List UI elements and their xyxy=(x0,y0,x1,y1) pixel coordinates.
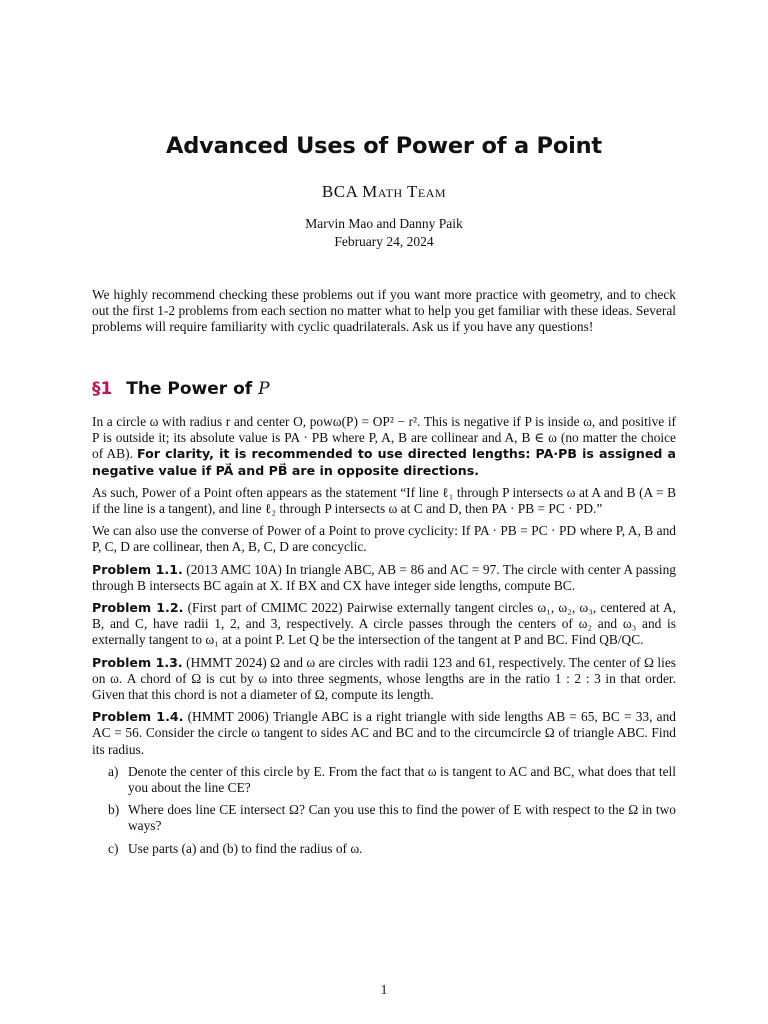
problem-label: Problem 1.3. xyxy=(92,654,183,670)
intro-text: We highly recommend checking these problems out if you want more practice with geometry, and to check out the first 1-2 problems from each section no matter what to help you get familiar with these ideas. Several problems will require familiarity with cyclic quadrilaterals. Ask us if you have any questions! xyxy=(92,287,676,335)
page-number: 1 xyxy=(380,982,388,997)
problem-1-1 xyxy=(92,562,676,594)
problem-text: (2013 AMC 10A) In triangle ABC, AB = 86 and AC = 97. The circle with center A passing through B intersects BC again at X. If BX and CX have integer side lengths, compute BC. xyxy=(92,561,676,593)
problem-text: (First part of CMIMC 2022) Pairwise externally tangent circles ω₁, ω₂, ω₃, centered at A, B, and C, have radii 1, 2, and 3, respectively. A circle passes through the centers of ω₂ and ω₃ and is externally tangent to ω₁ at a point P. Let Q be the intersection of the tangent at P and BC. Find QB/QC. xyxy=(92,600,676,648)
team-name: BCA Math Team xyxy=(321,182,447,201)
problem-label: Problem 1.2. xyxy=(92,600,184,616)
problem-text: (HMMT 2024) Ω and ω are circles with radii 123 and 61, respectively. The center of Ω lies on ω. A chord of Ω is cut by ω into three segments, whose lengths are in the ratio 1 : 2 : 3 in that order. Given that this chord is not a diameter of Ω, compute its length. xyxy=(92,654,676,703)
section-title: The Power of xyxy=(126,379,253,399)
subitem-text: Where does line CE intersect Ω? Can you use this to find the power of E with respect to the Ω in two ways? xyxy=(128,802,676,834)
subitem-label: a) xyxy=(108,763,119,779)
problem-label: Problem 1.4. xyxy=(92,709,184,725)
paragraph-definition-text: In a circle ω with radius r and center O, powω(P) = OP² − r². This is negative if P is inside ω, and positive if P is outside it; its absolute value is PA · PB where P, A, B are collinear and A, B ∈ ω (no matter the choice of AB). xyxy=(92,414,676,462)
section-number: §1 xyxy=(92,379,113,399)
section-body xyxy=(92,414,676,863)
problem-label: Problem 1.1. xyxy=(92,561,183,577)
subitem-label: c) xyxy=(108,840,119,856)
problem-text: (HMMT 2006) Triangle ABC is a right triangle with side lengths AB = 65, BC = 33, and AC = 56. Consider the circle ω tangent to sides AC and BC and to the circumcircle Ω of triangle ABC. Find its radius. xyxy=(92,709,676,757)
subitem-text: Denote the center of this circle by E. From the fact that ω is tangent to AC and BC, what does that tell you about the line CE? xyxy=(128,763,676,796)
problem-1-2 xyxy=(92,600,676,649)
document-title: Advanced Uses of Power of a Point xyxy=(165,133,602,159)
subitem-a xyxy=(92,764,676,796)
paragraph-statement: As such, Power of a Point often appears as the statement “If line ℓ₁ through P intersects ω at A and B (A = B if the line is a tangent), and line ℓ₂ through P intersects ω at C and D, then PA · PB = PC · PD.” xyxy=(92,484,676,517)
paragraph-definition-bold: For clarity, it is recommended to use directed lengths: PA·PB is assigned a negative value if PA⃗ and PB⃗ are in opposite directions. xyxy=(92,446,677,478)
subitem-b xyxy=(92,802,676,834)
paragraph-definition xyxy=(92,414,676,479)
subitem-label: b) xyxy=(108,802,120,818)
section-title-var: P xyxy=(258,379,270,399)
date: February 24, 2024 xyxy=(334,234,434,249)
authors: Marvin Mao and Danny Paik xyxy=(305,216,463,231)
subitem-text: Use parts (a) and (b) to find the radius of ω. xyxy=(128,840,363,856)
problem-1-3 xyxy=(92,655,676,704)
intro-paragraph xyxy=(92,287,676,342)
problem-1-4 xyxy=(92,709,676,758)
paragraph-converse: We can also use the converse of Power of a Point to prove cyclicity: If PA · PB = PC · PD where P, A, B and P, C, D are collinear, then A, B, C, D are concyclic. xyxy=(92,523,676,555)
subitem-c xyxy=(92,841,676,857)
section-heading xyxy=(92,379,270,399)
